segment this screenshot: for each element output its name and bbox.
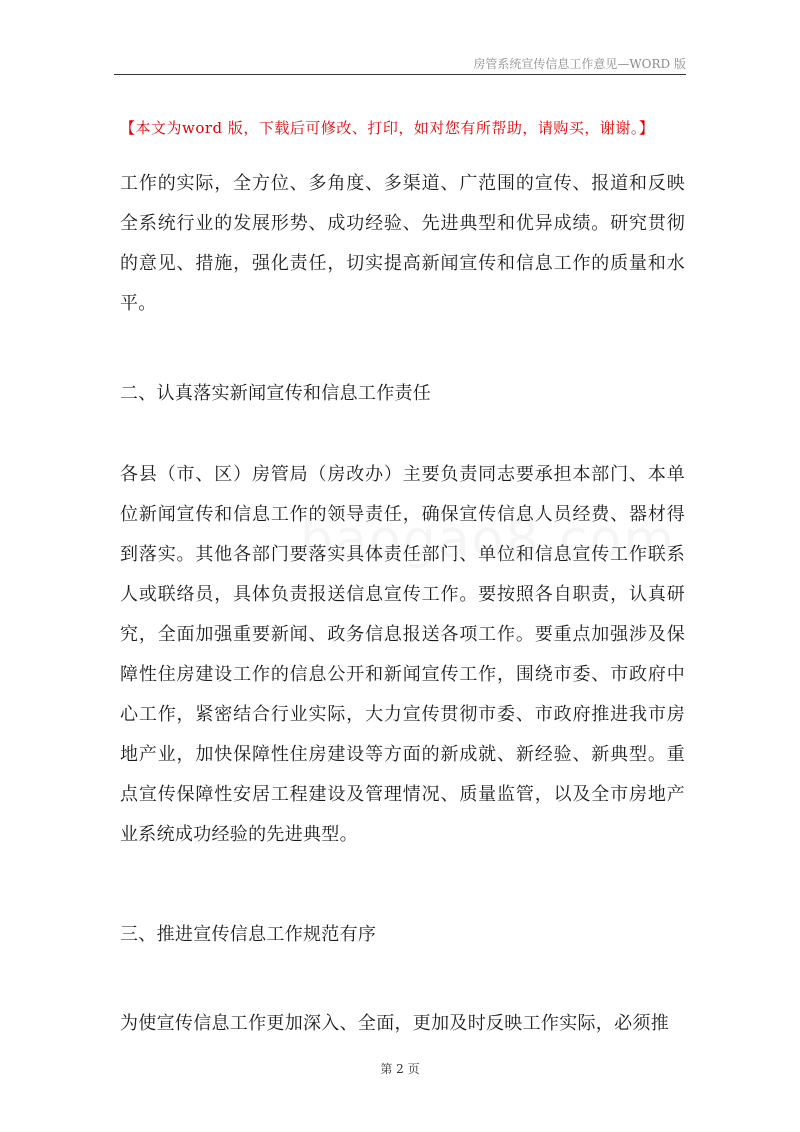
paragraph-3: 为使宣传信息工作更加深入、全面，更加及时反映工作实际，必须推 — [120, 1013, 669, 1034]
header-divider — [114, 74, 686, 75]
paragraph-2: 各县（市、区）房管局（房改办）主要负责同志要承担本部门、本单位新闻宣传和信息工作的领导责任，确保宣传信息人员经费、器材得到落实。其他各部门要落实具体责任部门、单位和信息宣传工作联系人或联络员，具体负责报送信息宣传工作。要按照各自职责，认真研究，全面加强重要新闻、政务信息报送各项工作。要重点加强涉及保障性住房建设工作的信息公开和新闻宣传工作，围绕市委、市政府中心工作，紧密结合行业实际，大力宣传贯彻市委、市政府推进我市房地产业，加快保障性住房建设等方面的新成就、新经验、新典型。重点宣传保障性安居工程建设及管理情况、质量监管，以及全市房地产业系统成功经验的先进典型。 — [120, 464, 685, 845]
download-notice: 【本文为word 版，下载后可修改、打印，如对您有所帮助，请购买，谢谢。】 — [120, 119, 655, 137]
header-title: 房管系统宣传信息工作意见—WORD 版 — [473, 57, 686, 71]
paragraph-1: 工作的实际，全方位、多角度、多渠道、广范围的宣传、报道和反映全系统行业的发展形势、成功经验、先进典型和优异成绩。研究贯彻的意见、措施，强化责任，切实提高新闻宣传和信息工作的质量和水平。 — [120, 173, 685, 314]
page-number: 第 2 页 — [380, 1062, 420, 1076]
section-heading-3: 三、推进宣传信息工作规范有序 — [120, 924, 377, 945]
section-heading-2: 二、认真落实新闻宣传和信息工作责任 — [120, 383, 432, 404]
